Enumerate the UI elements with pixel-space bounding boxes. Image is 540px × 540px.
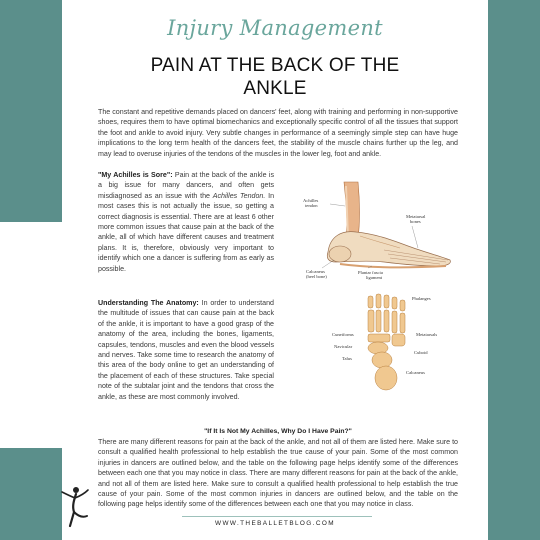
label-tendon: tendon: [305, 203, 318, 208]
foot-lateral-illustration: [300, 176, 460, 280]
section-achilles-heading: "My Achilles is Sore":: [98, 171, 173, 179]
label-metatarsal: Metatarsal: [406, 214, 426, 219]
label-phalanges: Phalanges: [412, 296, 431, 301]
label-talus: Talus: [342, 356, 352, 361]
section-achilles: [98, 170, 274, 274]
label-cuboid: Cuboid: [414, 350, 428, 355]
decorative-band-right: [488, 0, 540, 540]
section-achilles-italic: Achilles Tendon.: [212, 191, 266, 200]
label-achilles: Achilles: [303, 198, 319, 203]
script-title: Injury Management: [167, 16, 383, 40]
footer-url[interactable]: WWW.THEBALLETBLOG.COM: [215, 520, 335, 527]
intro-paragraph: The constant and repetitive demands placed on dancers' feet, along with training and performing in non-supportive shoes, requires them to have optimal biomechanics and exceptionally specific control of all the tissues that support the foot and ankle to avoid injury. Very subtle changes in performance of a seemingly simple step can have huge implications to the long term health of the dancers feet, the stability of the muscle chains further up the leg, and may lead to overuse injuries of the tendons of the muscles in the lower leg, foot and ankle.: [98, 108, 458, 158]
section-achilles-text-a: Pain at the back of the ankle is a big issue for many dancers, and often gets misdiagnosed as an issue with the: [98, 171, 274, 200]
label-ligament: ligament: [366, 275, 383, 280]
page-title: PAIN AT THE BACK OF THE ANKLE: [150, 55, 400, 99]
question-heading: "If It Is Not My Achilles, Why Do I Have Pain?": [204, 428, 352, 435]
document-page: [62, 0, 488, 540]
section-anatomy-heading: Understanding The Anatomy:: [98, 299, 199, 307]
section-anatomy: [98, 298, 274, 402]
bottom-paragraph: There are many different reasons for pain at the back of the ankle, and not all of them are listed here. Make sure to consult a qualified health professional to help establish the true cause of your pain. Some of the most common injuries in dancers are outlined below, and the table on the following page helps identify some of the differences between each one that you may notice in class. There are many different reasons for pain at the back of the ankle, and not all of them are listed here. Make sure to consult a qualified health professional to help establish the true cause of your pain. Some of the most common injuries in dancers are outlined below, and the table on the following page helps identify some of the differences between each one that you may notice in class.: [98, 438, 458, 509]
dancer-logo-icon: [60, 486, 90, 528]
label-calcaneus: Calcaneus: [306, 269, 325, 274]
footer-divider: [182, 516, 372, 517]
section-achilles-text-b: In most cases this is not actually the issue, so getting a correct diagnosis is essential. There are at least 6 other more common issues that cause pain at the back of the ankle, all of which have different causes and treatment plans. It is, therefore, obviously very important to identify which one a dancer is suffering from as early as possible.: [98, 191, 275, 273]
label-calcaneus-bone: Calcaneus: [406, 370, 425, 375]
foot-bones-illustration: [324, 292, 454, 392]
label-heel-bone: (heel bone): [306, 274, 327, 279]
label-cuneiforms: Cuneiforms: [332, 332, 354, 337]
label-plantar: Plantar fascia: [358, 270, 383, 275]
section-anatomy-text: In order to understand the multitude of issues that can cause pain at the back of the ankle, it is important to have a good grasp of the anatomy of the area, including the bones, ligaments, capsules, tendons, muscles and even the blood vessels and nerves. Take some time to research the anatomy of this area of the body online to get an understanding of the placement of each of these structures. Take special note of the subtalar joint and the tendons that cross the ankle, as these are most commonly involved.: [98, 299, 274, 401]
label-metatarsal-bones: bones: [410, 219, 421, 224]
label-navicular: Navicular: [334, 344, 353, 349]
label-metatarsals: Metatarsals: [416, 332, 438, 337]
